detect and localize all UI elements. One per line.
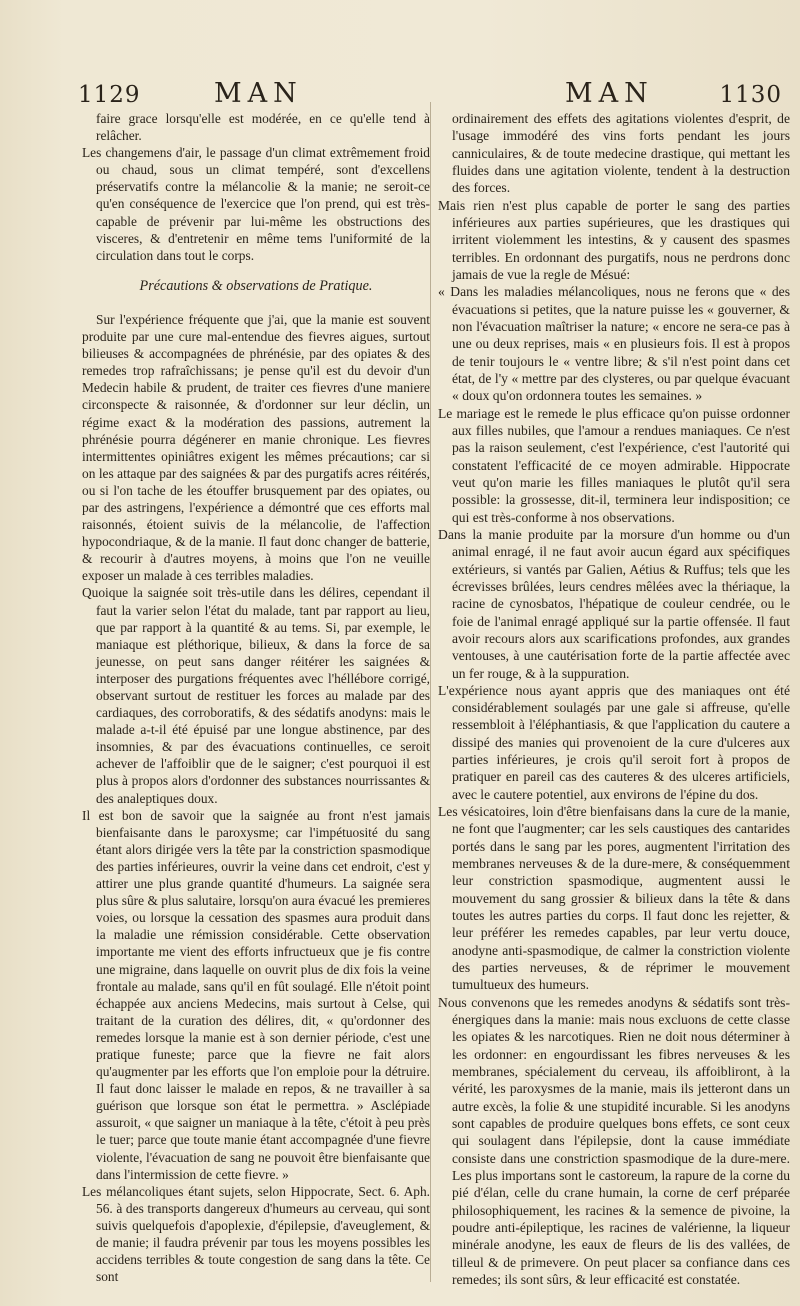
right-quotation: « Dans les maladies mélancoliques, nous ne ferons que « des évacuations si petites, que la nature puisse les « gouverner, & non l'évacuation maîtriser la nature; « encore ne sera-ce pas à une ou deux reprises, mais « en plusieurs fois. Il est à propos de tenir toujours le « ventre libre; & s'il n'est point dans cet état, de l'y « mettre par des clysteres, ou par quelque évacuant « doux qu'on ordonnera toutes les semaines. » <box>438 284 790 404</box>
left-paragraph-2: Les changemens d'air, le passage d'un climat extrêmement froid ou chaud, sous un climat tempéré, sont d'excellens préservatifs contre la mélancolie & la manie; ne seroit-ce qu'en conséquence de l'exercice que l'on prend, qui est très-capable de prévenir par lui-même les obstructions des visceres, & d'entretenir en même tems l'uniformité de la circulation dans tout le corps. <box>82 145 430 263</box>
right-paragraph-6: L'expérience nous ayant appris que des maniaques ont été considérablement soulagés par une gale si affreuse, qu'elle ressembloit à l'éléphantiasis, & que l'application du cautere a dissipé des manies qui provenoient de la cure d'ulceres aux parties inférieures, je crois qu'il seroit fort à propos de pratiquer en pareil cas des cauteres & des ulceres artificiels, avec le cautere potentiel, aux environs de l'épine du dos. <box>438 682 790 802</box>
column-divider <box>430 102 431 1282</box>
right-paragraph-1: ordinairement des effets des agitations violentes d'esprit, de l'usage immodéré des vins forts pendant les jours canniculaires, & de toute medecine drastique, qui mettant les fluides dans une agitation violente, tendent à la destruction des forces. <box>452 111 790 196</box>
section-heading: Précautions & observations de Pratique. <box>139 277 373 294</box>
running-header <box>78 76 788 114</box>
left-paragraph-3: Sur l'expérience fréquente que j'ai, que la manie est souvent produite par une cure mal-entendue des fievres aigues, surtout bilieuses & accompagnées de phrénésie, par des opiates & des remedes trop rafraîchissans; je pense qu'il est du devoir d'un Medecin habile & prudent, de traiter ces fievres d'une maniere circonspecte & raisonnée, & d'ordonner sur leur déclin, un régime exact & la modération des passions, autrement la phrénésie pourra dégénerer en manie chronique. Les fievres intermittentes opiniâtres exigent les mêmes précautions; car si on les attaque par des saignées & par des purgatifs acres réitérés, ou si l'on tache de les étouffer brusquement par des opiates, ou par des astringens, l'expérience a démontré que ces efforts mal raisonnés, étoient suivis de la mélancolie, de l'affection hypocondriaque, & de la manie. Il faut donc changer de batterie, & recourir à d'autres moyens, à moins que l'on ne veuille exposer un malade à ces terribles maladies. <box>82 311 430 584</box>
right-running-head: MAN <box>565 78 654 109</box>
right-paragraph-7: Les vésicatoires, loin d'être bienfaisans dans la cure de la manie, ne font que l'augmenter; car les sels caustiques des cantarides portés dans le sang par les pores, augmentent l'irritation des membranes nerveuses & de la dure-mere, & conséquemment leur constriction spasmodique, augmentent aussi le mouvement du sang grossier & bilieux dans la tête & dans toutes les autres parties du corps. Il faut donc les rejetter, & leur préférer les remedes capables, par leur vertu douce, anodyne anti-spasmodique, de calmer la constriction violente des parties nerveuses, & de réprimer le mouvement tumultueux des humeurs. <box>438 804 790 993</box>
left-column <box>82 110 430 1285</box>
left-paragraph-4: Quoique la saignée soit très-utile dans les délires, cependant il faut la varier selon l'état du malade, tant par rapport au lieu, que par rapport à la quantité & au tems. Si, par exemple, le maniaque est pléthorique, bilieux, & dans la force de sa jeunesse, on peut sans danger réitérer les saignées & interposer des purgations fréquentes avec l'héllébore corrigé, observant surtout de restituer les forces au malade par des cardiaques, des corroboratifs, & des sédatifs anodyns: mais le malade a-t-il été épuisé par une longue abstinence, par des insomnies, & par des évacuations continuelles, ce seroit achever de l'affoiblir que de le saigner; c'est pourquoi il est plus à propos alors d'ordonner des substances nourrissantes & des analeptiques doux. <box>82 585 430 806</box>
left-running-head: MAN <box>214 78 303 109</box>
right-paragraph-2: Mais rien n'est plus capable de porter le sang des parties inférieures aux parties supérieures, que les drastiques qui irritent violemment les intestins, & y causent des spasmes terribles. En ordonnant des purgatifs, nous ne perdrons donc jamais de vue la regle de Mésué: <box>438 197 790 282</box>
right-paragraph-8: Nous convenons que les remedes anodyns & sédatifs sont très-énergiques dans la manie: mais nous excluons de cette classe les opiates & les narcotiques. Rien ne doit nous déterminer à les ordonner: en engourdissant les fibres nerveuses & les membranes, spécialement du cerveau, ils affoibliront, à la vérité, les paroxysmes de la manie, mais ils jetteront dans un autre excès, la folie & une stupidité incurable. Si les anodyns sont capables de produire quelques bons effets, ce sont ceux qui soulagent dans l'épilepsie, dont la cause immédiate consiste dans une constriction spasmodique de la dure-mere. Les plus importans sont le castoreum, la rapure de la corne du pié d'élan, celle du crane humain, la corne de cerf préparée philosophiquement, les racines & la semence de pivoine, la poudre anti-épileptique, les racines de valérienne, la liqueur minérale anodyne, les eaux de fleurs de lis des vallées, de tilleul & de primevere. On peut placer sa confiance dans ces remedes; ils sont sûrs, & leur efficacité est constatée. <box>438 994 790 1287</box>
right-column <box>438 110 790 1288</box>
left-paragraph-1: faire grace lorsqu'elle est modérée, en ce qu'elle tend à relâcher. <box>96 111 430 144</box>
right-page-number: 1130 <box>719 82 782 108</box>
left-paragraph-5: Il est bon de savoir que la saignée au front n'est jamais bienfaisante dans le paroxysme; car l'impétuosité du sang étant alors dirigée vers la tête par la constriction spasmodique des parties inférieures, ouvrir la veine dans cet endroit, c'est y attirer une plus grande quantité d'humeurs. La saignée sera plus sûre & plus salutaire, lorsqu'on aura évacué les premieres voies, ou lorsque la cessation des spasmes aura produit dans la maladie une rémission considérable. Cette observation importante me vient des efforts infructueux que je fis contre une migraine, dans laquelle on ouvrit plus de dix fois la veine frontale au malade, sans qu'il en fût soulagé. Elle n'étoit point échappée aux anciens Medecins, mais surtout à Celse, qui traitant de la curation des délires, dit, « qu'ordonner des remedes lorsque la manie est à son dernier période, c'est une pratique funeste; parce que la fievre ne fait alors qu'augmenter par les efforts que l'on emploie pour la détruire. Il faut donc laisser le malade en repos, & ne travailler à sa guérison que lorsque son état le permettra. » Asclépiade assuroit, « que saigner un maniaque à la tête, c'étoit à peu près le tuer; parce que toute manie étant accompagnée d'une fievre violente, l'évacuation de sang ne pouvoit être bienfaisante que dans l'intermission de cette fievre. » <box>82 807 430 1182</box>
left-page-number: 1129 <box>78 82 141 108</box>
right-paragraph-5: Dans la manie produite par la morsure d'un homme ou d'un animal enragé, il ne faut avoir aucun égard aux spécifiques extérieurs, si vantés par Galien, Aétius & Ruffus; tels que les écrevisses brûlées, leurs cendres mêlées avec la thériaque, la racine de cynosbatos, l'hépatique de couleur cendrée, ou le foie de l'animal enragé appliqué sur la partie offensée. Il faut avoir recours alors aux scarifications profondes, aux grandes ventouses, à une cautérisation forte de la partie affectée avec un fer rouge, & à la suppuration. <box>438 526 790 681</box>
left-paragraph-6: Les mélancoliques étant sujets, selon Hippocrate, Sect. 6. Aph. 56. à des transports dangereux d'humeurs au cerveau, qui sont suivis quelquefois d'apoplexie, d'épilepsie, d'aveuglement, & de manie; il faudra prévenir par tous les moyens possibles les accidens terribles & toute congestion de sang dans la tête. Ce sont <box>82 1183 430 1285</box>
right-paragraph-4: Le mariage est le remede le plus efficace qu'on puisse ordonner aux filles nubiles, que l'amour a rendues maniaques. Ce n'est pas la raison seulement, c'est l'expérience, c'est l'autorité qui constatent l'efficacité de ce moyen admirable. Hippocrate veut qu'on marie les filles maniaques le plutôt qu'il sera possible: la grossesse, dit-il, terminera leur indisposition; ce qui est très-conforme à nos observations. <box>438 405 790 525</box>
